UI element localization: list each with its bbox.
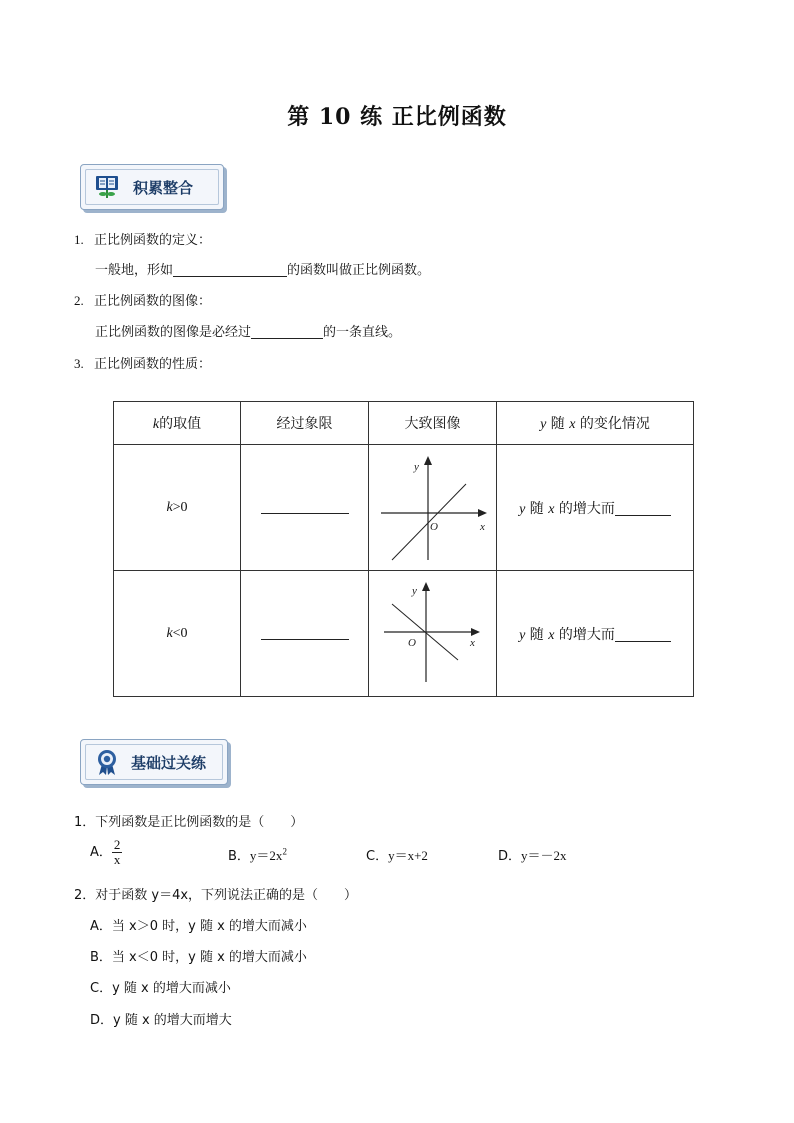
q1-option-a[interactable]: A． $\frac{2}{x}$	[90, 837, 121, 867]
definition-text: 一般地，形如 的函数叫做正比例函数。	[95, 263, 431, 278]
fill-blank[interactable]	[615, 501, 671, 516]
axis-x-label: x	[469, 637, 475, 649]
definition-heading: 1. 正比例函数的定义：	[74, 232, 212, 248]
question-2-stem: 2．对于函数 y＝4x，下列说法正确的是（ ）	[74, 888, 358, 903]
k-condition: k<0	[114, 571, 241, 697]
axis-y-label: y	[411, 585, 417, 597]
header-quadrant: 经过象限	[241, 402, 369, 445]
header-graph: 大致图像	[369, 402, 497, 445]
q2-option-a[interactable]: A．当 x＞0 时，y 随 x 的增大而减小	[90, 919, 307, 934]
graph-positive	[369, 445, 497, 571]
fill-blank[interactable]	[251, 324, 323, 339]
axis-y-label: y	[413, 461, 419, 473]
q2-option-b[interactable]: B．当 x＜0 时，y 随 x 的增大而减小	[90, 950, 307, 965]
positive-slope-graph	[378, 448, 488, 563]
quadrant-blank[interactable]	[241, 571, 369, 697]
trend-cell: y 随 x 的增大而	[497, 445, 694, 571]
graph-text: 正比例函数的图像是必经过 的一条直线。	[95, 325, 402, 340]
graph-negative	[369, 571, 497, 697]
origin-label: O	[407, 637, 416, 649]
table-row	[114, 571, 694, 697]
trend-cell: y 随 x 的增大而	[497, 571, 694, 697]
q2-option-c[interactable]: C．y 随 x 的增大而减小	[90, 981, 231, 996]
q1-option-c[interactable]: C．y＝x+2	[366, 848, 428, 864]
fill-blank[interactable]	[173, 262, 287, 277]
fraction: $\frac{2}{x}$	[113, 837, 121, 867]
fill-blank[interactable]	[615, 627, 671, 642]
axis-x-label: x	[479, 521, 485, 533]
q2-option-d[interactable]: D．y 随 x 的增大而增大	[90, 1013, 232, 1028]
section-banner-basic	[80, 739, 228, 785]
property-table	[113, 401, 694, 697]
k-condition: k>0	[114, 445, 241, 571]
graph-heading: 2. 正比例函数的图像：	[74, 293, 212, 309]
origin-label: O	[429, 521, 438, 533]
banner-label: 基础过关练	[131, 754, 207, 772]
header-trend: y 随 x 的变化情况	[497, 402, 694, 445]
table-row	[114, 445, 694, 571]
header-k: k的取值	[114, 402, 241, 445]
book-plant-icon	[93, 173, 121, 201]
q1-option-d[interactable]: D．y＝－2x	[498, 848, 567, 864]
negative-slope-graph	[378, 574, 488, 689]
property-heading: 3. 正比例函数的性质：	[74, 356, 212, 372]
table-header-row	[114, 402, 694, 445]
award-ribbon-icon	[93, 748, 121, 776]
q1-option-b[interactable]: B．$y=2x^2$	[228, 846, 287, 864]
quadrant-blank[interactable]	[241, 445, 369, 571]
banner-label: 积累整合	[133, 179, 194, 197]
question-1-stem: 1．下列函数是正比例函数的是（ ）	[74, 815, 304, 830]
section-banner-accumulate	[80, 164, 224, 210]
page-title: 第 10 练 正比例函数	[287, 104, 507, 130]
